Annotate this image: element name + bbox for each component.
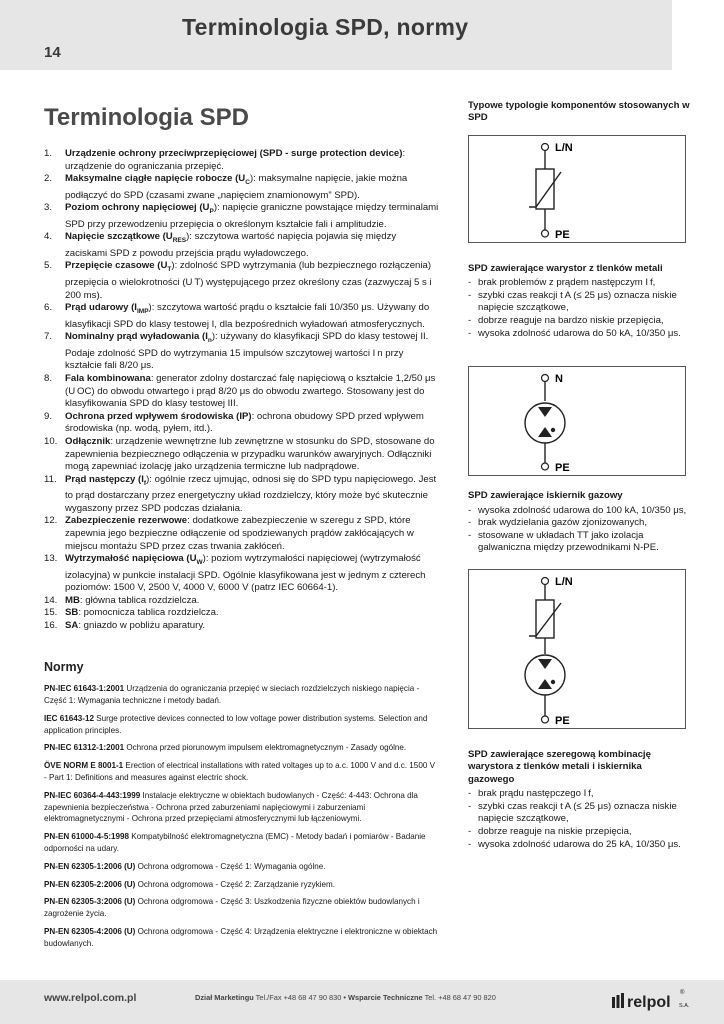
feature-dash: - <box>468 529 472 541</box>
varistor-diagram <box>468 135 686 243</box>
feature-item <box>468 826 690 839</box>
term-subscript: n <box>207 337 212 345</box>
term-name: Urządzenie ochrony przeciwprzepięciowej (SPD - surge protection device) <box>65 148 403 159</box>
term-item <box>44 620 439 633</box>
feature-text: brak prądu następczego I f, <box>478 788 594 800</box>
term-number: 3. <box>44 202 53 214</box>
d3-bottom-label: PE <box>555 714 570 727</box>
norms-list <box>44 683 439 949</box>
feature-text: stosowane w układach TT jako izolacja galwaniczna między przewodnikami N-PE. <box>478 529 659 554</box>
norm-description: Ochrona odgromowa - Część 2: Zarządzanie ryzykiem. <box>135 879 336 889</box>
norm-description: Erection of electrical installations with rated voltages up to a.c. 1000 V and d.c. 1500 V - Part 1: Definitions and measures against electric shock. <box>44 761 435 782</box>
term-number: 1. <box>44 148 53 159</box>
term-text <box>65 553 439 595</box>
term-item <box>44 474 439 516</box>
term-text <box>65 302 439 331</box>
term-text <box>65 231 439 260</box>
gas-diagram <box>468 366 686 476</box>
feature-dash: - <box>468 838 472 850</box>
term-subscript: C <box>245 179 250 187</box>
norm-code: PN-EN 62305-3:2006 (U) <box>44 897 136 907</box>
term-definition: : dodatkowe zabezpieczenie w szeregu z SPD, które zapewnia jego bezpieczne odłączenie od spodziewanych prądów zakłócających w miejscu montażu SPD przez czas trwania zakłóceń. <box>65 515 414 552</box>
term-definition: : urządzenie do ograniczania przepięć. <box>65 148 406 172</box>
footer-contact <box>195 993 496 1002</box>
d1-top-label: L/N <box>555 141 573 154</box>
terms-list <box>44 148 439 633</box>
norm-description: Instalacje elektryczne w obiektach budowlanych - Część: 4-443: Ochrona dla zapewnienia bezpieczeństwa - Ochrona przed zaburzeniami napięciowymi i zaburzeniami elektromagnetycznymi - Ochrona przed przepięciami atmosferycznymi lub łączeniowymi. <box>44 790 418 824</box>
term-text <box>65 173 439 202</box>
page-footer <box>0 980 724 1024</box>
feature-item <box>468 277 690 290</box>
term-definition: : główna tablica rozdzielcza. <box>79 594 200 606</box>
norm-item <box>44 713 439 737</box>
d1-bottom-label: PE <box>555 228 570 241</box>
term-text <box>65 436 439 474</box>
term-item <box>44 411 439 436</box>
term-item <box>44 553 439 595</box>
term-definition: ): ogólnie rzecz ujmując, odnosi się do SPD typu napięciowego. Jest to prąd dostarczany przez energetyczny układ rozdzielczy, który może być skutecznie wygaszony przez SPD podczas działania. <box>65 473 437 514</box>
term-item <box>44 331 439 373</box>
term-definition: ): używany do klasyfikacji SPD do klasy testowej II. Podaje zdolność SPD do wytrzymania 15 impulsów szczytowej wartości I n przy kształcie fali 8/20 μs. <box>65 331 429 372</box>
norm-description: Ochrona odgromowa - Część 3: Uszkodzenia fizyczne obiektów budowlanych i zagrożenie życia. <box>44 897 420 919</box>
term-definition: : generator zdolny dostarczać falę napięciową o kształcie 1,2/50 μs (U OC) do obwodu otwartego i prąd 8/20 μs do obwodu zwartego. Stosowany jest do klasyfikowania SPD do klasy testowej III. <box>65 372 436 410</box>
term-number: 5. <box>44 260 53 272</box>
marketing-contact: Tel./Fax +48 68 47 90 830 <box>255 993 342 1002</box>
term-name: Odłącznik <box>65 435 111 447</box>
feature-dash: - <box>468 289 472 301</box>
main-title: Terminologia SPD <box>44 104 249 131</box>
typologies-title: Typowe typologie komponentów stosowanych w SPD <box>468 100 690 124</box>
term-definition: : urządzenie wewnętrzne lub zewnętrzne w stosunku do SPD, stosowane do zapewnienia bezpiecznego odłączenia w przypadku warunków awaryjnych. Odłączniki mogą zapewniać izolację jako urządzenia termiczne lub nadprądowe. <box>65 435 435 473</box>
right-column <box>468 100 690 851</box>
footer-bullet: • <box>343 993 346 1002</box>
term-subscript: W <box>196 559 203 567</box>
norm-item <box>44 683 439 707</box>
norm-code: PN-EN 61000-4-5:1998 <box>44 832 130 842</box>
term-number: 7. <box>44 331 53 343</box>
norm-item <box>44 861 439 873</box>
term-text <box>65 411 439 436</box>
term-number: 6. <box>44 302 53 314</box>
term-number: 16. <box>44 620 58 632</box>
norm-code: PN-IEC 60364-4-443:1999 <box>44 790 141 800</box>
term-name: Zabezpieczenie rezerwowe <box>65 515 188 527</box>
term-definition: ): poziom wytrzymałości napięciowej (wytrzymałość izolacyjna) w punkcie instalacji SPD. Ogólnie klasyfikowana jest w jednym z czterech poziomów: 1500 V, 2500 V, 4000 V, 6000 V (patrz IEC 60664-1). <box>65 553 426 594</box>
term-number: 13. <box>44 553 58 565</box>
norm-description: Kompatybilność elektromagnetyczna (EMC) - Metody badań i pomiarów - Badanie odporności na udary. <box>44 832 426 853</box>
norm-item <box>44 760 439 784</box>
feature-text: szybki czas reakcji t A (≤ 25 μs) oznacza niskie napięcie szczątkowe, <box>478 289 677 314</box>
term-definition: ): szczytowa wartość napięcia pojawia się między zaciskami SPD z powodu przejścia prądu wyładowczego. <box>65 231 397 259</box>
logo-brand: relpol <box>627 994 671 1011</box>
norm-description: Urządzenia do ograniczania przepięć w sieciach rozdzielczych niskiego napięcia - Część 1: Wymagania techniczne i metody badań. <box>44 684 420 706</box>
left-column <box>44 148 439 956</box>
d3-top-label: L/N <box>555 575 573 588</box>
page-header <box>0 0 724 70</box>
term-number: 15. <box>44 607 58 619</box>
term-definition: ): napięcie graniczne powstające między terminalami SPD przy przewodzeniu przepięcia o określonym kształcie fali i amplitudzie. <box>65 202 439 230</box>
feature-dash: - <box>468 825 472 837</box>
norm-code: PN-IEC 61643-1:2001 <box>44 684 125 694</box>
combo-diagram <box>468 569 686 729</box>
norm-item <box>44 926 439 950</box>
term-number: 12. <box>44 515 58 527</box>
logo-registered: ® <box>680 990 685 996</box>
feature-dash: - <box>468 517 472 529</box>
combo-symbol <box>469 570 687 730</box>
feature-item <box>468 505 690 518</box>
term-number: 8. <box>44 372 53 384</box>
norm-description: Ochrona przed piorunowym impulsem elektromagnetycznym - Zasady ogólne. <box>124 743 407 753</box>
feature-text: brak problemów z prądem następczym I f, <box>478 277 656 289</box>
varistor-symbol <box>469 136 687 244</box>
term-number: 14. <box>44 594 58 606</box>
feature-dash: - <box>468 277 472 289</box>
header-title: Terminologia SPD, normy <box>182 14 469 40</box>
support-contact: Tel. +48 68 47 90 820 <box>424 993 496 1002</box>
term-text <box>65 373 439 411</box>
header-edge <box>672 0 724 70</box>
term-subscript: f <box>143 479 147 487</box>
d2-top-label: N <box>555 373 563 386</box>
term-item <box>44 148 439 173</box>
norm-description: Ochrona odgromowa - Część 1: Wymagania ogólne. <box>135 861 326 871</box>
term-name: Prąd następczy (I <box>65 473 144 485</box>
term-name: Wytrzymałość napięciowa (U <box>65 553 197 565</box>
term-text <box>65 595 439 608</box>
feature-item <box>468 788 690 801</box>
norm-item <box>44 896 439 920</box>
term-definition: : pomocnicza tablica rozdzielcza. <box>78 607 219 619</box>
term-item <box>44 595 439 608</box>
norm-code: PN-EN 62305-1:2006 (U) <box>44 861 136 871</box>
norm-code: PN-EN 62305-4:2006 (U) <box>44 926 136 936</box>
term-name: Prąd udarowy (I <box>65 302 137 314</box>
feature-dash: - <box>468 315 472 326</box>
term-item <box>44 231 439 260</box>
combo-title: SPD zawierające szeregową kombinację warystora z tlenków metali i iskiernika gazowego <box>468 748 651 785</box>
norms-title: Normy <box>44 659 84 674</box>
term-name: Przepięcie czasowe (U <box>65 260 168 272</box>
feature-item <box>468 290 690 315</box>
term-name: Poziom ochrony napięciowej (U <box>65 202 210 214</box>
logo-suffix: S.A. <box>679 1003 690 1009</box>
feature-dash: - <box>468 504 472 516</box>
term-subscript: RES <box>172 237 187 245</box>
feature-text: dobrze reaguje na niskie przepięcia, <box>478 825 632 837</box>
term-name: Nominalny prąd wyładowania (I <box>65 331 208 343</box>
norm-code: PN-IEC 61312-1:2001 <box>44 743 125 753</box>
term-item <box>44 436 439 474</box>
term-name: MB <box>65 594 80 606</box>
varistor-block <box>468 263 690 340</box>
d2-bottom-label: PE <box>555 462 570 475</box>
term-name: Maksymalne ciągłe napięcie robocze (U <box>65 173 246 185</box>
page-number: 14 <box>44 44 61 61</box>
varistor-title: SPD zawierające warystor z tlenków metali <box>468 262 663 274</box>
support-label: Wsparcie Techniczne <box>348 993 423 1002</box>
term-item <box>44 260 439 302</box>
feature-text: wysoka zdolność udarowa do 100 kA, 10/350 μs, <box>478 504 687 516</box>
term-subscript: P <box>209 208 214 216</box>
term-item <box>44 173 439 202</box>
gas-arrester-symbol <box>469 367 687 477</box>
term-name: Napięcie szczątkowe (U <box>65 231 173 243</box>
term-subscript: T <box>167 266 172 274</box>
feature-item <box>468 517 690 530</box>
term-definition: ): szczytowa wartość prądu o kształcie fali 10/350 μs. Używany do klasyfikacji SPD do klasy testowej I, dla bezpośrednich wyładowań atmosferycznych. <box>65 302 430 330</box>
feature-item <box>468 530 690 555</box>
feature-dash: - <box>468 788 472 800</box>
term-name: Ochrona przed wpływem środowiska (IP) <box>65 410 252 422</box>
norm-item <box>44 831 439 855</box>
term-number: 2. <box>44 173 53 185</box>
term-text <box>65 607 439 620</box>
term-item <box>44 373 439 411</box>
marketing-label: Dział Marketingu <box>195 993 254 1002</box>
term-name: SA <box>65 620 79 632</box>
term-text <box>65 331 439 373</box>
term-definition: : gniazdo w pobliżu aparatury. <box>78 620 206 632</box>
feature-item <box>468 839 690 852</box>
term-item <box>44 302 439 331</box>
feature-dash: - <box>468 327 472 339</box>
term-text <box>65 515 439 553</box>
norm-code: IEC 61643-12 <box>44 713 94 723</box>
gas-title: SPD zawierające iskiernik gazowy <box>468 490 623 502</box>
norm-code: PN-EN 62305-2:2006 (U) <box>44 879 136 889</box>
feature-dash: - <box>468 800 472 812</box>
term-number: 11. <box>44 473 57 485</box>
term-name: Fala kombinowana <box>65 372 151 384</box>
term-number: 4. <box>44 231 53 243</box>
term-text <box>65 474 439 516</box>
feature-text: dobrze reaguje na bardzo niskie przepięcia, <box>478 315 664 326</box>
term-text <box>65 260 439 302</box>
term-text <box>65 148 439 173</box>
combo-features <box>468 788 690 851</box>
term-definition: ): zdolność SPD wytrzymania (lub bezpiecznego rozłączenia) przepięcia o wielokrotności (U T) występującego przez określony czas (zazwyczaj 5 s i 200 ms). <box>65 260 432 301</box>
feature-item <box>468 315 690 328</box>
gas-block <box>468 490 690 555</box>
term-name: SB <box>65 607 79 619</box>
feature-text: szybki czas reakcji t A (≤ 25 μs) oznacza niskie napięcie szczątkowe, <box>478 800 677 825</box>
term-text <box>65 202 439 231</box>
term-item <box>44 607 439 620</box>
combo-block <box>468 749 690 851</box>
term-definition: : ochrona obudowy SPD przed wpływem środowiska (np. wodą, pyłem, itd.). <box>65 410 424 435</box>
feature-text: brak wydzielania gazów zjonizowanych, <box>478 517 648 529</box>
term-item <box>44 515 439 553</box>
feature-item <box>468 328 690 341</box>
relpol-logo <box>612 986 692 1016</box>
norm-code: ÖVE NORM E 8001-1 <box>44 761 124 771</box>
term-number: 10. <box>44 435 58 447</box>
feature-item <box>468 801 690 826</box>
norm-item <box>44 742 439 754</box>
term-text <box>65 620 439 633</box>
norm-description: Ochrona odgromowa - Część 4: Urządzenia elektryczne i elektroniczne w obiektach budowlanych. <box>44 926 438 948</box>
term-number: 9. <box>44 410 53 422</box>
term-item <box>44 202 439 231</box>
varistor-features <box>468 277 690 340</box>
term-definition: ): maksymalne napięcie, jakie można podłączyć do SPD (czasami zwane „napięciem znamionowym” SPD). <box>65 173 408 201</box>
norm-item <box>44 790 439 825</box>
term-subscript: IMP <box>136 308 149 316</box>
gas-features <box>468 505 690 555</box>
norm-item <box>44 879 439 891</box>
footer-url[interactable]: www.relpol.com.pl <box>44 992 137 1004</box>
feature-text: wysoka zdolność udarowa do 25 kA, 10/350 μs. <box>478 838 681 850</box>
norm-description: Surge protective devices connected to low voltage power distribution systems. Selection and application principles. <box>44 713 428 735</box>
feature-text: wysoka zdolność udarowa do 50 kA, 10/350 μs. <box>478 327 681 339</box>
